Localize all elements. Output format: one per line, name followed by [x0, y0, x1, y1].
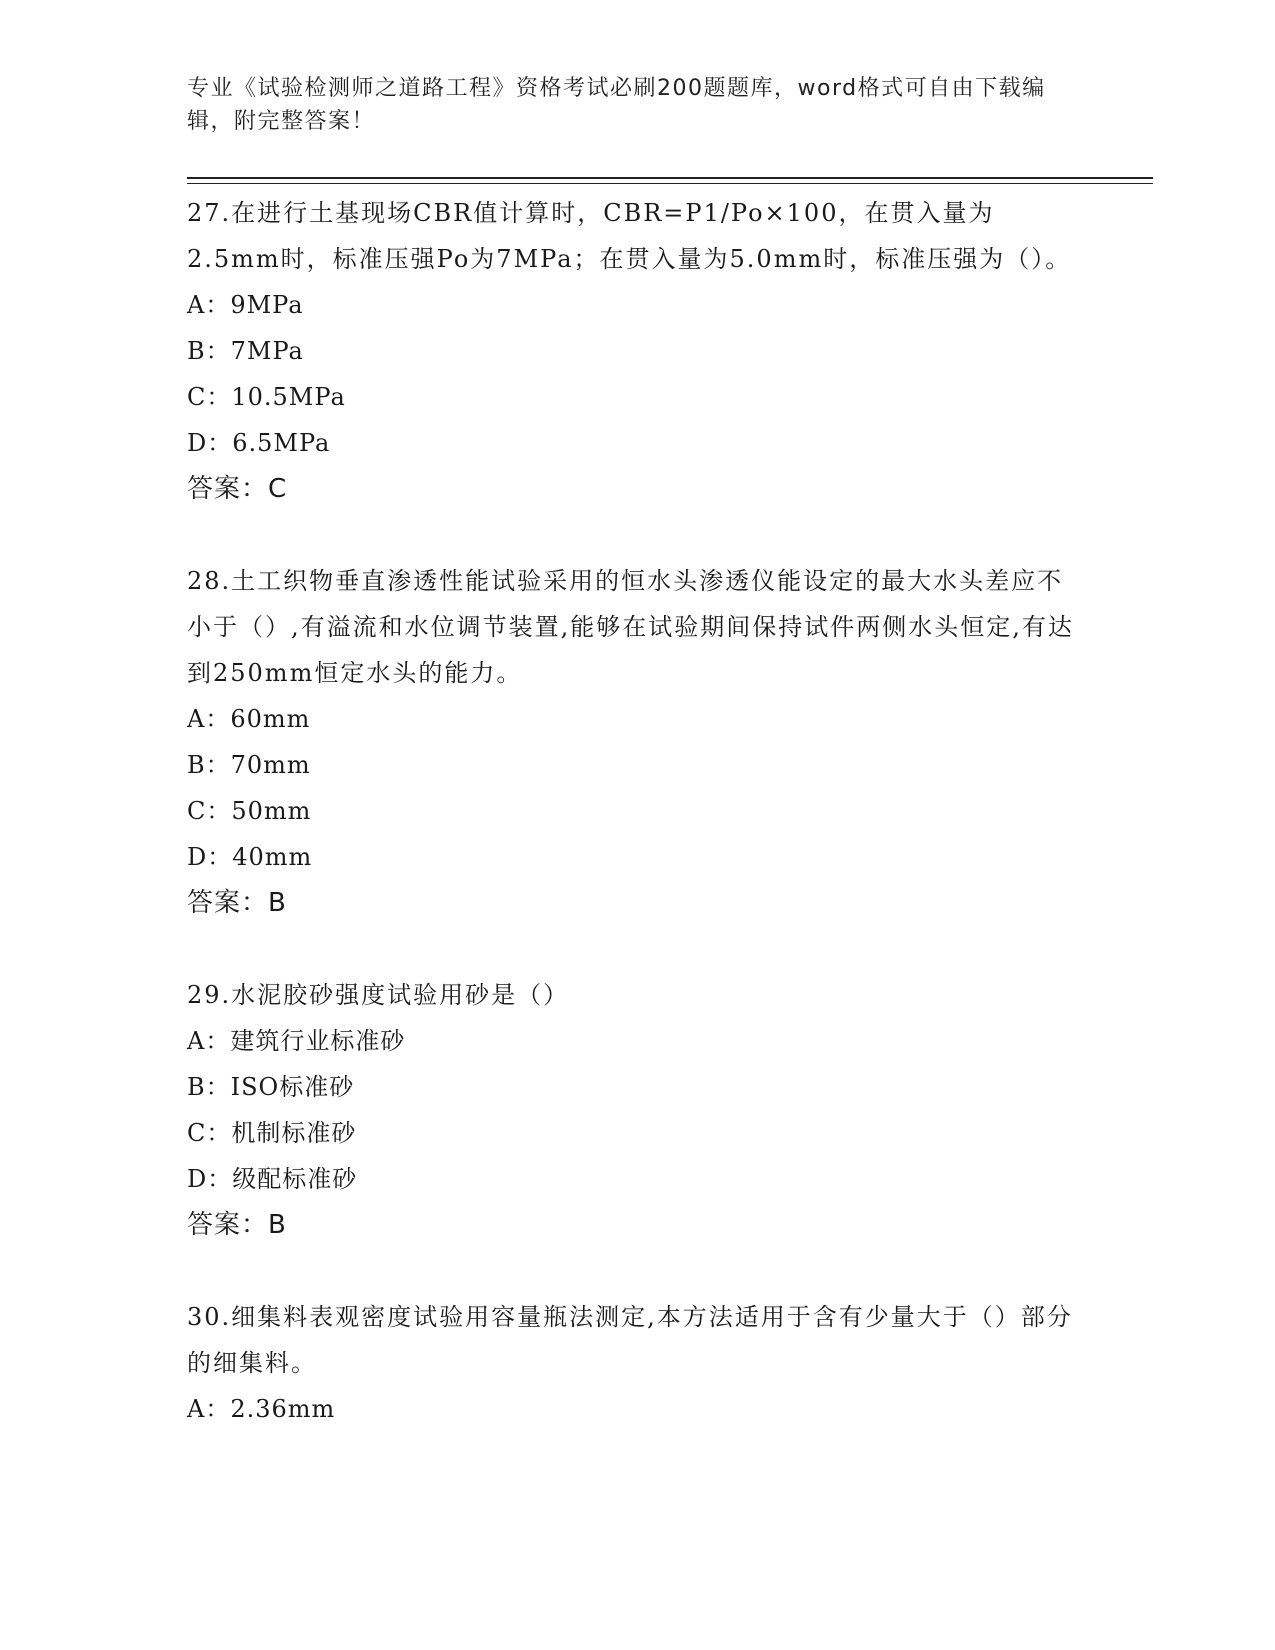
option-b: B：7MPa — [187, 337, 304, 365]
spacer — [187, 512, 1087, 558]
option-a: A：建筑行业标准砂 — [187, 1027, 406, 1055]
question-28 — [187, 558, 1087, 926]
option-d: D：40mm — [187, 843, 313, 871]
question-stem: 29.水泥胶砂强度试验用砂是（） — [187, 981, 570, 1009]
question-stem: 28.土工织物垂直渗透性能试验采用的恒水头渗透仪能设定的最大水头差应不小于（）,有溢流和水位调节装置,能够在试验期间保持试件两侧水头恒定,有达到250mm恒定水头的能力。 — [187, 567, 1074, 687]
option-a: A：2.36mm — [187, 1395, 336, 1423]
question-30 — [187, 1294, 1087, 1432]
option-d: D：6.5MPa — [187, 429, 331, 457]
option-a: A：9MPa — [187, 291, 304, 319]
header-divider-thick — [187, 177, 1153, 179]
option-c: C：10.5MPa — [187, 383, 346, 411]
spacer — [187, 926, 1087, 972]
question-list — [187, 190, 1087, 1432]
option-b: B：ISO标准砂 — [187, 1073, 355, 1101]
question-29 — [187, 972, 1087, 1248]
question-27 — [187, 190, 1087, 512]
question-stem: 30.细集料表观密度试验用容量瓶法测定,本方法适用于含有少量大于（）部分的细集料。 — [187, 1303, 1073, 1377]
option-c: C：机制标准砂 — [187, 1119, 357, 1147]
header-divider-thin — [187, 183, 1153, 184]
option-a: A：60mm — [187, 705, 311, 733]
option-d: D：级配标准砂 — [187, 1165, 358, 1193]
answer-line: 答案：C — [187, 474, 288, 504]
option-b: B：70mm — [187, 751, 311, 779]
answer-line: 答案：B — [187, 888, 287, 918]
option-c: C：50mm — [187, 797, 312, 825]
document-header: 专业《试验检测师之道路工程》资格考试必刷200题题库，word格式可自由下载编辑，附完整答案！ — [187, 76, 1046, 134]
question-stem: 27.在进行土基现场CBR值计算时，CBR=P1/Po×100，在贯入量为2.5mm时，标准压强Po为7MPa；在贯入量为5.0mm时，标准压强为（）。 — [187, 199, 1072, 273]
answer-line: 答案：B — [187, 1210, 287, 1240]
spacer — [187, 1248, 1087, 1294]
